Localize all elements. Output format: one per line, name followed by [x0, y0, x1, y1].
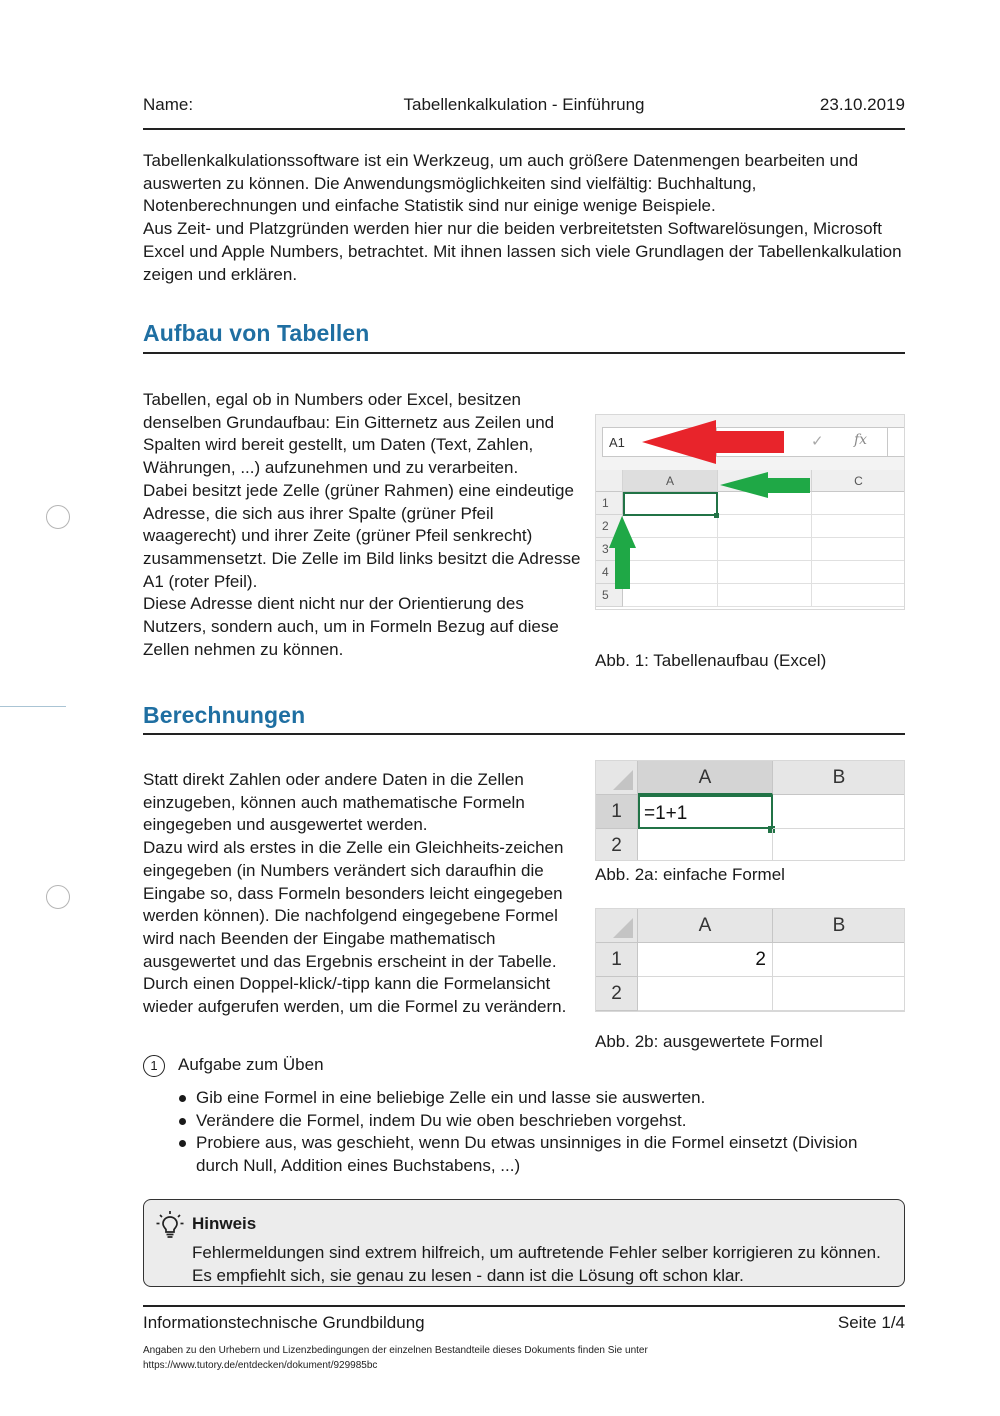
row-header: 1: [596, 795, 638, 829]
row-header: 5: [596, 584, 623, 607]
grid-cell: [773, 829, 905, 861]
column-header-a: A: [638, 761, 773, 795]
lightbulb-icon: [156, 1210, 184, 1240]
corner-header: [596, 909, 638, 943]
green-vertical-arrow: [609, 516, 636, 589]
footer-rule: [143, 1305, 905, 1307]
section1-text: [143, 389, 583, 661]
document-title: Tabellenkalkulation - Einführung: [403, 95, 645, 114]
legal-link[interactable]: https://www.tutory.de/entdecken/dokument/929985bc: [143, 1359, 378, 1371]
simple-formula-figure: [595, 760, 905, 861]
fold-mark: [0, 706, 66, 707]
name-label: Name:: [143, 95, 194, 114]
section1-paragraph: Dabei besitzt jede Zelle (grüner Rahmen) eine eindeutige Adresse, die sich aus ihrer Spalte (grüner Pfeil waagerecht) und ihrer Zeite (grüner Pfeil senkrecht) zusammensetzt. Die Zelle im Bild links besitzt die Adresse A1 (roter Pfeil).: [143, 480, 581, 591]
task-item: Gib eine Formel in eine beliebige Zelle ein und lasse sie auswerten.: [178, 1087, 878, 1110]
section-rule: [143, 733, 905, 735]
section-rule: [143, 352, 905, 354]
grid-cell: [773, 977, 905, 1011]
column-header-b: B: [773, 761, 905, 795]
figure-caption: Abb. 2a: einfache Formel: [595, 865, 785, 884]
grid-cell: [773, 795, 905, 829]
hint-title: Hinweis: [192, 1214, 257, 1233]
figure-caption: Abb. 2b: ausgewertete Formel: [595, 1032, 823, 1051]
task-list: [178, 1087, 878, 1178]
task-item: Probiere aus, was geschieht, wenn Du etwas unsinniges in die Formel einsetzt (Division durch Null, Addition eines Buchstabens, ...): [178, 1132, 878, 1177]
legal-line: Angaben zu den Urhebern und Lizenzbedingungen der einzelnen Bestandteile dieses Dokuments finden Sie unter: [143, 1345, 648, 1356]
name-box: A1: [602, 427, 718, 457]
section2-paragraph: Dazu wird als erstes in die Zelle ein Gleichheits-zeichen eingegeben (in Numbers verändert sich daraufhin die Eingabe so, dass Formeln besonders leicht eingegeben werden können). Die nachfolgend eingegebene Formel wird nach Beenden der Eingabe mathematisch ausgewertet und das Ergebnis erscheint in der Tabelle. Durch einen Doppel-klick/-tipp kann die Formelansicht wieder aufgerufen werden, um die Formel zu verändern.: [143, 838, 567, 1017]
task-label: Aufgabe zum Üben: [178, 1055, 324, 1074]
task-number-badge: 1: [143, 1055, 165, 1077]
hint-text: Fehlermeldungen sind extrem hilfreich, um auftretende Fehler selber korrigieren zu können. Es empfiehlt sich, sie genau zu lesen - dann ist die Lösung oft schon klar.: [192, 1243, 881, 1285]
document-date: 23.10.2019: [819, 95, 905, 114]
intro-paragraph: Tabellenkalkulationssoftware ist ein Werkzeug, um auch größere Datenmengen bearbeiten und auswerten zu können. Die Anwendungsmöglichkeiten sind vielfältig: Buchhaltung, Notenberechnungen und einfache Statistik sind nur einige wenige Beispiele.: [143, 151, 859, 216]
grid-cell: [638, 977, 773, 1011]
section2-paragraph: Statt direkt Zahlen oder andere Daten in die Zellen einzugeben, können auch mathematische Formeln eingegeben und ausgewertet werden.: [143, 770, 525, 835]
red-arrow: [642, 420, 784, 464]
column-header-b: B: [773, 909, 905, 943]
section-title-berechnungen: Berechnungen: [143, 702, 306, 728]
row-header: 1: [596, 492, 623, 515]
task-item: Verändere die Formel, indem Du wie oben beschrieben vorgehst.: [178, 1110, 878, 1133]
punch-hole-bottom: [46, 885, 70, 909]
row-header: 4: [596, 561, 623, 584]
header-rule: [143, 128, 905, 130]
grid-cell: [773, 943, 905, 977]
column-header-c: C: [812, 470, 905, 492]
cell-a1-formula: =1+1: [638, 795, 773, 829]
section1-paragraph: Tabellen, egal ob in Numbers oder Excel, besitzen denselben Grundaufbau: Ein Gitternetz aus Zeilen und Spalten wird bereit gestellt, um Daten (Text, Zahlen, Währungen, ...) aufzunehmen und zu verarbeiten.: [143, 390, 555, 478]
section1-paragraph: Diese Adresse dient nicht nur der Orientierung des Nutzers, sondern auch, um in Formeln Bezug auf diese Zellen nehmen zu können.: [143, 594, 559, 659]
page-header: [143, 95, 905, 119]
column-header-a: A: [638, 909, 773, 943]
row-header: 2: [596, 977, 638, 1011]
intro-paragraph: Aus Zeit- und Platzgründen werden hier nur die beiden verbreitetsten Softwarelösungen, Microsoft Excel und Apple Numbers, betrachtet. Mit ihnen lassen sich viele Grundlagen der Tabellenkalkulation zeigen und erklären.: [143, 219, 902, 284]
corner-header: [596, 761, 638, 795]
function-icon: fx: [854, 432, 868, 448]
hint-box: [143, 1199, 905, 1287]
cell-a1-result: 2: [638, 943, 773, 977]
punch-hole-top: [46, 505, 70, 529]
page-number: Seite 1/4: [837, 1313, 905, 1332]
arrows-overlay: [596, 415, 905, 610]
column-header-a: A: [623, 470, 718, 492]
section2-text: [143, 769, 583, 1019]
figure-caption: Abb. 1: Tabellenaufbau (Excel): [595, 651, 827, 670]
check-icon: ✓: [811, 433, 824, 450]
green-horizontal-arrow: [720, 472, 810, 498]
excel-structure-figure: [595, 414, 905, 610]
row-header: 1: [596, 943, 638, 977]
section-title-aufbau: Aufbau von Tabellen: [143, 320, 370, 346]
row-header: 2: [596, 829, 638, 861]
evaluated-formula-figure: [595, 908, 905, 1012]
subject-label: Informationstechnische Grundbildung: [143, 1313, 425, 1332]
row-header: 3: [596, 538, 623, 561]
legal-notice: [143, 1344, 905, 1373]
grid-cell: [638, 829, 773, 861]
intro-text: [143, 150, 905, 286]
row-header: 2: [596, 515, 623, 538]
